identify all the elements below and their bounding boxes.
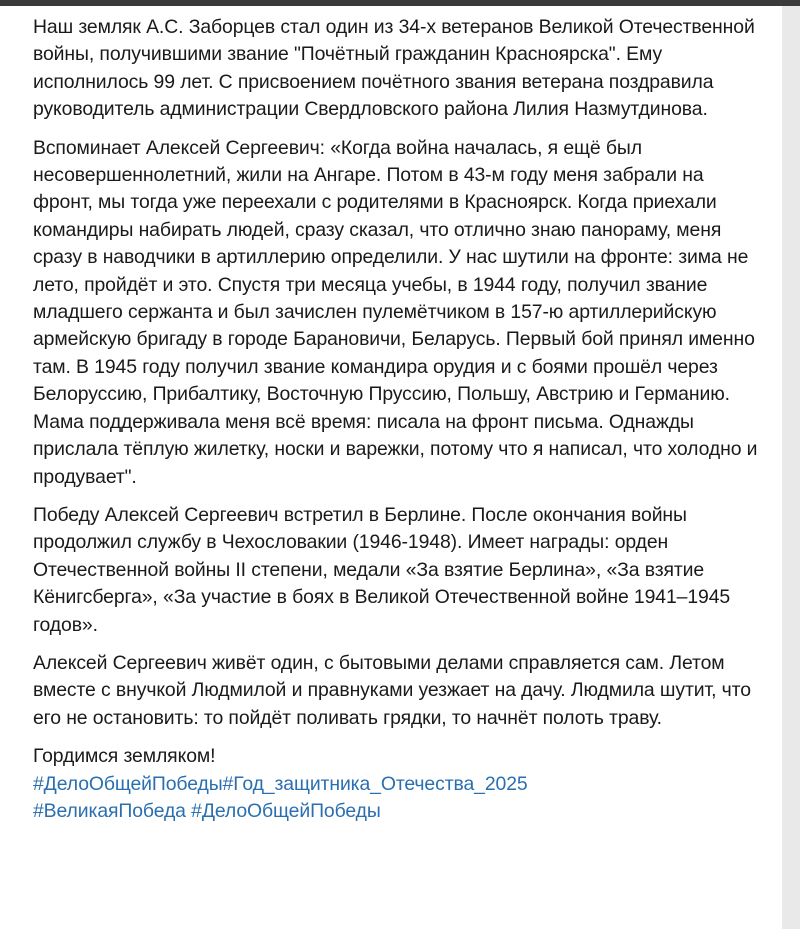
hashtag-line-1 (33, 771, 766, 798)
post-paragraph-victory: Победу Алексей Сергеевич встретил в Берлине. После окончания войны продолжил службу в Чехословакии (1946-1948). Имеет награды: орден Отечественной войны II степени, медали «За взятие Берлина», «За взятие Кёнигсберга», «За участие в боях в Великой Отечественной войне 1941–1945 годов». (33, 503, 731, 636)
hashtag-line-2 (33, 798, 766, 825)
post-card (0, 6, 782, 929)
post-paragraph-intro: Наш земляк А.С. Заборцев стал один из 34-х ветеранов Великой Отечественной войны, получившими звание "Почётный гражданин Красноярска". Ему исполнилось 99 лет. С присвоением почётного звания ветерана поздравила руководитель администрации Свердловского района Лилия Назмутдинова. (33, 16, 755, 121)
hashtag-link[interactable]: #ВеликаяПобеда (33, 799, 186, 822)
hashtag-link[interactable]: #ДелоОбщейПобеды (33, 772, 223, 795)
post-paragraph-life-now: Алексей Сергеевич живёт один, с бытовыми делами справляется сам. Летом вместе с внучкой Людмилой и правнуками уезжает на дачу. Людмила шутит, что его не остановить: то пойдёт поливать грядки, то начнёт полоть траву. (33, 651, 751, 729)
post-paragraph-memories: Вспоминает Алексей Сергеевич: «Когда война началась, я ещё был несовершеннолетний, жили на Ангаре. Потом в 43-м году меня забрали на фронт, мы тогда уже переехали с родителями в Красноярск. Когда приехали командиры набирать людей, сразу сказал, что отлично знаю панораму, меня сразу в наводчики в артиллерию определили. У нас шутили на фронте: зима не лето, пройдёт и это. Спустя три месяца учебы, в 1944 году, получил звание младшего сержанта и был зачислен пулемётчиком в 157-ю артиллерийскую армейскую бригаду в городе Барановичи, Беларусь. Первый бой принял именно там. В 1945 году получил звание командира орудия и с боями прошёл через Белоруссию, Прибалтику, Восточную Пруссию, Польшу, Австрию и Германию. (33, 136, 755, 406)
post-paragraph-mother: Мама поддерживала меня всё время: писала на фронт письма. Однажды прислала тёплую жилетку, носки и варежки, потому что я написал, что холодно и продувает". (33, 410, 758, 488)
right-gutter (782, 6, 800, 929)
hashtag-link[interactable]: #Год_защитника_Отечества_2025 (222, 772, 528, 795)
hashtag-link[interactable]: #ДелоОбщейПобеды (191, 799, 381, 822)
post-paragraph-proud: Гордимся земляком! (33, 745, 216, 768)
